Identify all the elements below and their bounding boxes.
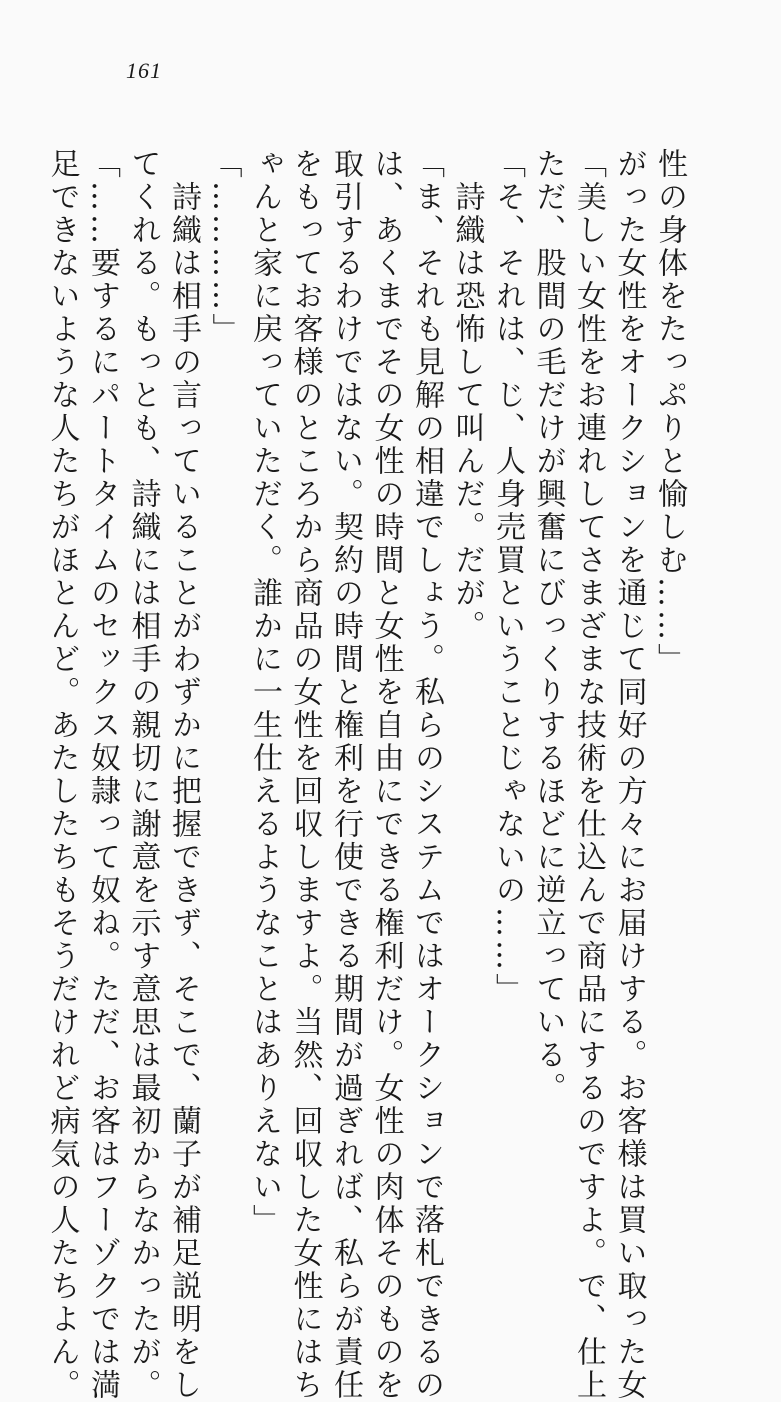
text-line: 「美しい女性をお連れしてさまざまな技術を仕込んで商品にするのですよ。で、仕上 bbox=[571, 148, 606, 1402]
text-line: 詩織は相手の言っていることがわずかに把握できず、そこで、蘭子が補足説明をし bbox=[166, 148, 201, 1402]
text-line: 「……要するにパートタイムのセックス奴隷って奴ね。ただ、お客はフーゾクでは満 bbox=[85, 148, 120, 1402]
body-text bbox=[41, 148, 689, 1402]
text-line: ただ、股間の毛だけが興奮にびっくりするほどに逆立っている。 bbox=[530, 148, 566, 1105]
text-line: は、あくまでその女性の時間と女性を自由にできる権利だけ。女性の肉体そのものを bbox=[368, 148, 404, 1402]
text-line: ゃんと家に戻っていただく。誰かに一生仕えるようなことはありえない」 bbox=[247, 148, 282, 1237]
text-line: 性の身体をたっぷりと愉しむ……」 bbox=[652, 148, 687, 676]
text-line: てくれる。もっとも、詩織には相手の親切に謝意を示す意思は最初からなかったが。 bbox=[125, 148, 161, 1402]
text-line: 「ま、それも見解の相違でしょう。私らのシステムではオークションで落札できるの bbox=[409, 148, 444, 1402]
text-line: 詩織は恐怖して叫んだ。だが。 bbox=[449, 148, 485, 643]
text-line: 「そ、それは、じ、人身売買ということじゃないの……」 bbox=[490, 148, 525, 1006]
text-line: をもってお客様のところから商品の女性を回収しますよ。当然、回収した女性にはち bbox=[287, 148, 323, 1402]
text-line: 取引するわけではない。契約の時間と権利を行使できる期間が過ぎれば、私らが責任 bbox=[328, 148, 363, 1402]
text-line: がった女性をオークションを通じて同好の方々にお届けする。お客様は買い取った女 bbox=[611, 148, 647, 1402]
text-line: 足できないような人たちがほとんど。あたしたちもそうだけれど病気の人たちよん。 bbox=[44, 148, 80, 1402]
page-number: 161 bbox=[126, 58, 162, 83]
text-line: 「…………」 bbox=[206, 148, 242, 346]
